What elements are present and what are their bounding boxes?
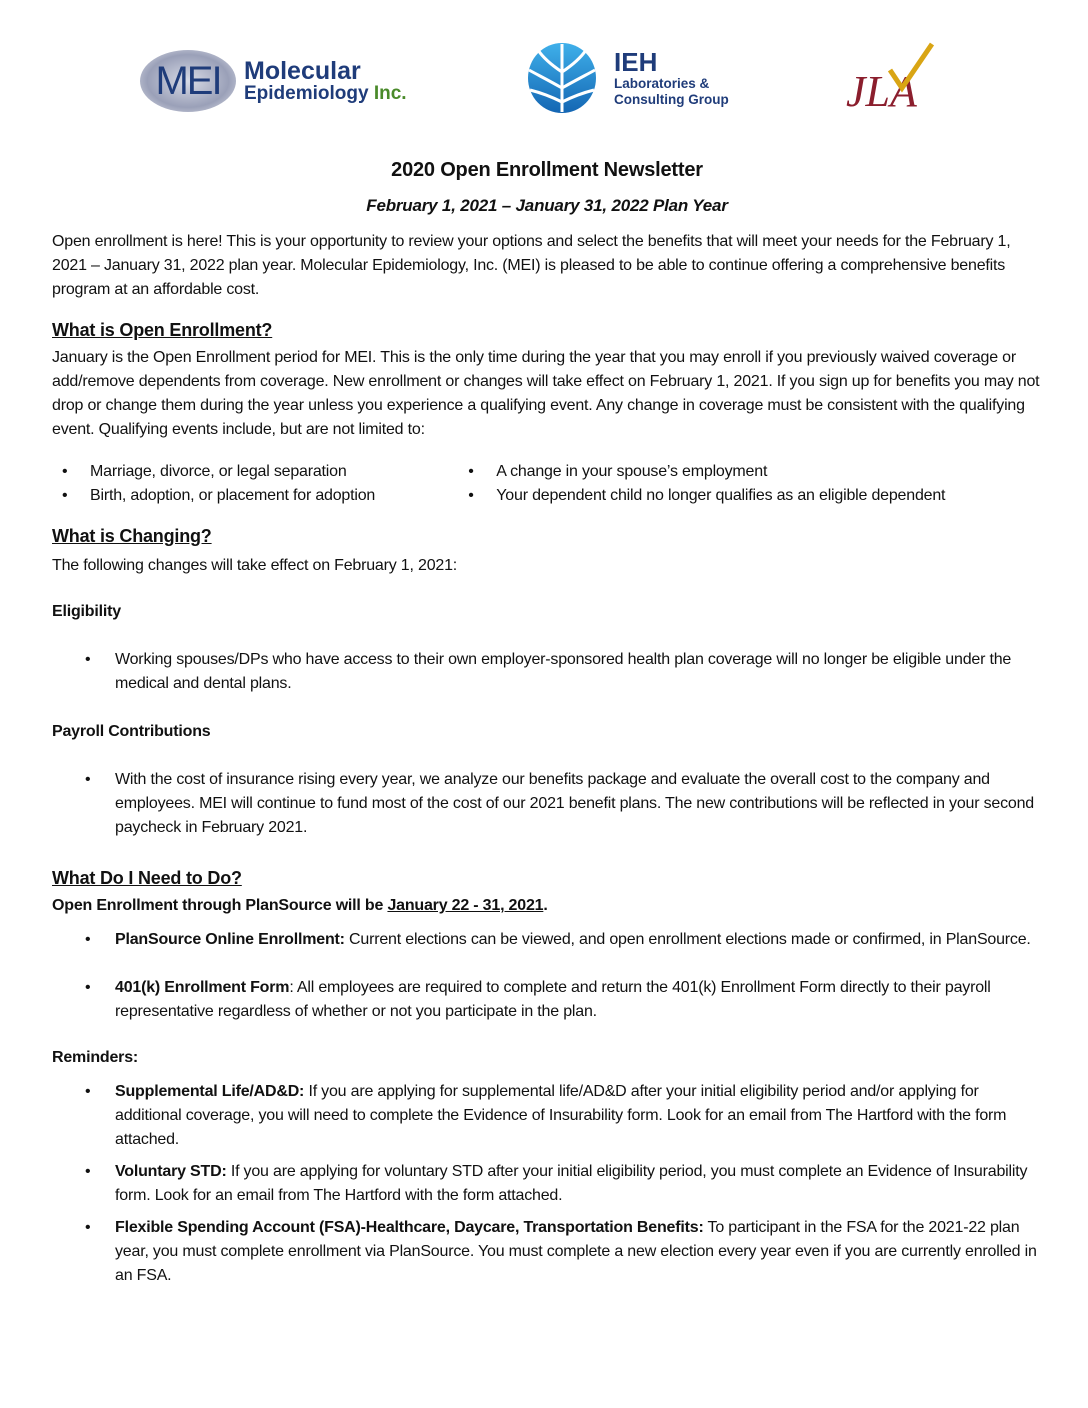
list-item <box>115 1080 1042 1152</box>
enrollment-date-range: January 22 - 31, 2021 <box>387 897 544 914</box>
mei-inc: Inc. <box>373 83 407 105</box>
section-heading-what-to-do: What Do I Need to Do? <box>52 868 242 888</box>
list-item <box>115 1216 1042 1288</box>
list-item: • Birth, adoption, or placement for adoption <box>90 484 460 508</box>
reminders-heading: Reminders: <box>52 1049 139 1066</box>
section-heading-open-enrollment: What is Open Enrollment? <box>52 320 273 340</box>
item-label: Voluntary STD: <box>115 1163 227 1180</box>
newsletter-body <box>52 158 1042 1288</box>
list-item <box>115 976 1042 1024</box>
page-subtitle: February 1, 2021 – January 31, 2022 Plan Year <box>366 196 728 215</box>
logo-header <box>0 38 1088 128</box>
list-item: • A change in your spouse’s employment <box>496 460 1042 484</box>
item-label: PlanSource Online Enrollment: <box>115 931 345 948</box>
ieh-line1: IEH <box>614 47 658 77</box>
mei-wordmark <box>244 58 407 104</box>
mei-line1: Molecular <box>244 56 361 85</box>
enrollment-lead: Open Enrollment through PlanSource will be <box>52 897 388 914</box>
mei-line2 <box>244 84 407 104</box>
eligibility-heading: Eligibility <box>52 603 121 620</box>
mei-logo <box>140 50 407 112</box>
list-item: • With the cost of insurance rising every year, we analyze our benefits package and evaluate the overall cost to the company and employees. MEI will continue to fund most of the cost of our 2021 benefit plans. The new contributions will be reflected in your second paycheck in February 2021. <box>115 768 1042 840</box>
jla-logo <box>842 40 942 112</box>
item-label: Supplemental Life/AD&D: <box>115 1083 305 1100</box>
section-heading-changing: What is Changing? <box>52 526 212 546</box>
page-title: 2020 Open Enrollment Newsletter <box>391 159 703 181</box>
ieh-line2: Laboratories & <box>614 76 710 91</box>
enrollment-lead-end: . <box>543 897 548 914</box>
list-item <box>115 928 1042 952</box>
item-text: To participant in the FSA for the 2021-22 plan year, you must complete enrollment via PlanSource. You must complete a new election every year even if you are currently enrolled in an FSA. <box>115 1219 1037 1284</box>
changing-paragraph: The following changes will take effect on February 1, 2021: <box>52 557 458 574</box>
ieh-wordmark <box>614 48 729 108</box>
ieh-line3: Consulting Group <box>614 92 729 107</box>
item-text: Current elections can be viewed, and open enrollment elections made or confirmed, in PlanSource. <box>344 931 1031 948</box>
item-text: : All employees are required to complete and return the 401(k) Enrollment Form directly to their payroll representative regardless of whether or not you participate in the plan. <box>115 979 991 1020</box>
list-item: • Your dependent child no longer qualifies as an eligible dependent <box>496 484 1042 508</box>
list-item: • Working spouses/DPs who have access to their own employer-sponsored health plan coverage will no longer be eligible under the medical and dental plans. <box>115 648 1042 696</box>
svg-text:JLA: JLA <box>846 67 917 112</box>
globe-leaf-icon <box>526 42 598 114</box>
item-text: If you are applying for supplemental life/AD&D after your initial eligibility period and/or applying for additional coverage, you will need to complete the Evidence of Insurability form. Look for an email from The Hartford with the form attached. <box>115 1083 1007 1148</box>
list-item: • Marriage, divorce, or legal separation <box>90 460 460 484</box>
list-item <box>115 1160 1042 1208</box>
item-label: Flexible Spending Account (FSA)-Healthcare, Daycare, Transportation Benefits: <box>115 1219 704 1236</box>
mei-fingerprint-badge <box>140 50 236 112</box>
item-text: If you are applying for voluntary STD after your initial eligibility period, you must complete an Evidence of Insurability form. Look for an email from The Hartford with the form attached. <box>115 1163 1028 1204</box>
qualifying-events-list <box>52 460 1042 508</box>
open-enrollment-paragraph: January is the Open Enrollment period for MEI. This is the only time during the year that you may enroll if you previously waived coverage or add/remove dependents from coverage. New enrollment or changes will take effect on February 1, 2021. If you sign up for benefits you may not drop or change them during the year unless you experience a qualifying event. Any change in coverage must be consistent with the qualifying event. Qualifying events include, but are not limited to: <box>52 349 1040 438</box>
mei-badge-text: MEI <box>155 58 221 103</box>
mei-line2-text: Epidemiology <box>244 83 369 105</box>
ieh-logo <box>526 42 729 114</box>
intro-paragraph: Open enrollment is here! This is your opportunity to review your options and select the benefits that will meet your needs for the February 1, 2021 – January 31, 2022 plan year. Molecular Epidemiology, Inc. (MEI) is pleased to be able to continue offering a comprehensive benefits program at an affordable cost. <box>52 233 1011 298</box>
enrollment-dates <box>52 894 1042 918</box>
payroll-heading: Payroll Contributions <box>52 723 211 740</box>
item-label: 401(k) Enrollment Form <box>115 979 290 996</box>
